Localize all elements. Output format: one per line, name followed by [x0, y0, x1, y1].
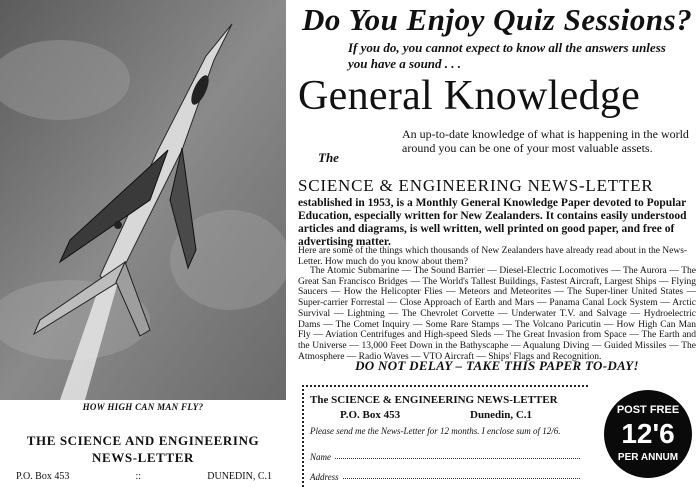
coupon-name: The SCIENCE & ENGINEERING NEWS-LETTER: [310, 394, 558, 406]
publisher-name: [0, 432, 286, 466]
badge-bottom: PER ANNUM: [617, 452, 679, 463]
aircraft-photo: [0, 0, 286, 400]
publisher-name-line2: NEWS-LETTER: [92, 450, 194, 465]
the-label: The: [318, 150, 339, 165]
general-knowledge-title: General Knowledge: [298, 73, 641, 119]
badge-price: 12'6: [621, 418, 675, 449]
coupon-city: Dunedin, C.1: [470, 409, 533, 421]
intro-paragraph: An up-to-date knowledge of what is happening in the world around you can be one of your most valuable assets.: [402, 127, 689, 155]
headline: Do You Enjoy Quiz Sessions?: [302, 2, 693, 37]
subheadline: If you do, you cannot expect to know all the answers unless you have a sound . . .: [348, 40, 666, 71]
coupon-name-line: [335, 452, 580, 459]
established-paragraph: established in 1953, is a Monthly General Knowledge Paper devoted to Popular Education, especially written for New Zealanders. It contains easily understood articles and diagrams, is well written, well printed on good paper, and free of advertising matter.: [298, 197, 687, 248]
topics-list: The Atomic Submarine — The Sound Barrier — Diesel-Electric Locomotives — The Aurora — The Great San Francisco Bridges — The World's Tallest Buildings, Fastest Aircraft, Largest Ships — Flying Saucers — How the Helicopter Flies — Meteors and Meteorites — The Super-liner United States — Super-carrier Forrestal — Close Approach of Earth and Mars — Panama Canal Lock System — Arctic Survival — Lightning — The Chevrolet Corvette — Underwater T.V. and Salvage — Hydroelectric Dams — The Comet Inquiry — Some Rare Stamps — The Volcano Paricutin — How High Can Man Fly — Aviation Centrifuges and High-speed Sleds — The Great Invasion from Space — The Earth and the Universe — 13,000 Feet Down in the Bathyscaphe — Aqualung Diving — Guided Missiles — The Atmosphere — Radio Waves — VTO Aircraft — Ships' Flags and Recognition.: [298, 266, 696, 362]
coupon-name-label: Name: [310, 452, 331, 462]
coupon-text: Please send me the News-Letter for 12 months. I enclose sum of 12/6.: [310, 426, 561, 436]
photo-caption: HOW HIGH CAN MAN FLY?: [82, 402, 204, 412]
publisher-separator: ::: [135, 471, 142, 482]
newsletter-title: SCIENCE & ENGINEERING NEWS-LETTER: [298, 176, 654, 195]
publisher-city: DUNEDIN, C.1: [207, 471, 272, 482]
publisher-po-box: P.O. Box 453: [16, 471, 70, 482]
coupon-address-field[interactable]: [310, 472, 580, 482]
cta-line: DO NOT DELAY – TAKE THIS PAPER TO-DAY!: [355, 358, 639, 373]
publisher-address: [16, 471, 272, 482]
coupon-po-box: P.O. Box 453: [340, 409, 401, 421]
coupon-name-field[interactable]: [310, 452, 580, 462]
coupon-address-line: [343, 472, 580, 479]
price-badge: [604, 390, 692, 478]
publisher-name-line1: THE SCIENCE AND ENGINEERING: [26, 433, 260, 448]
coupon-address-label: Address: [310, 472, 339, 482]
things-paragraph: Here are some of the things which thousands of New Zealanders have already read about in the News-Letter. How much do you know about them?: [298, 246, 688, 267]
badge-top: POST FREE: [616, 404, 680, 416]
